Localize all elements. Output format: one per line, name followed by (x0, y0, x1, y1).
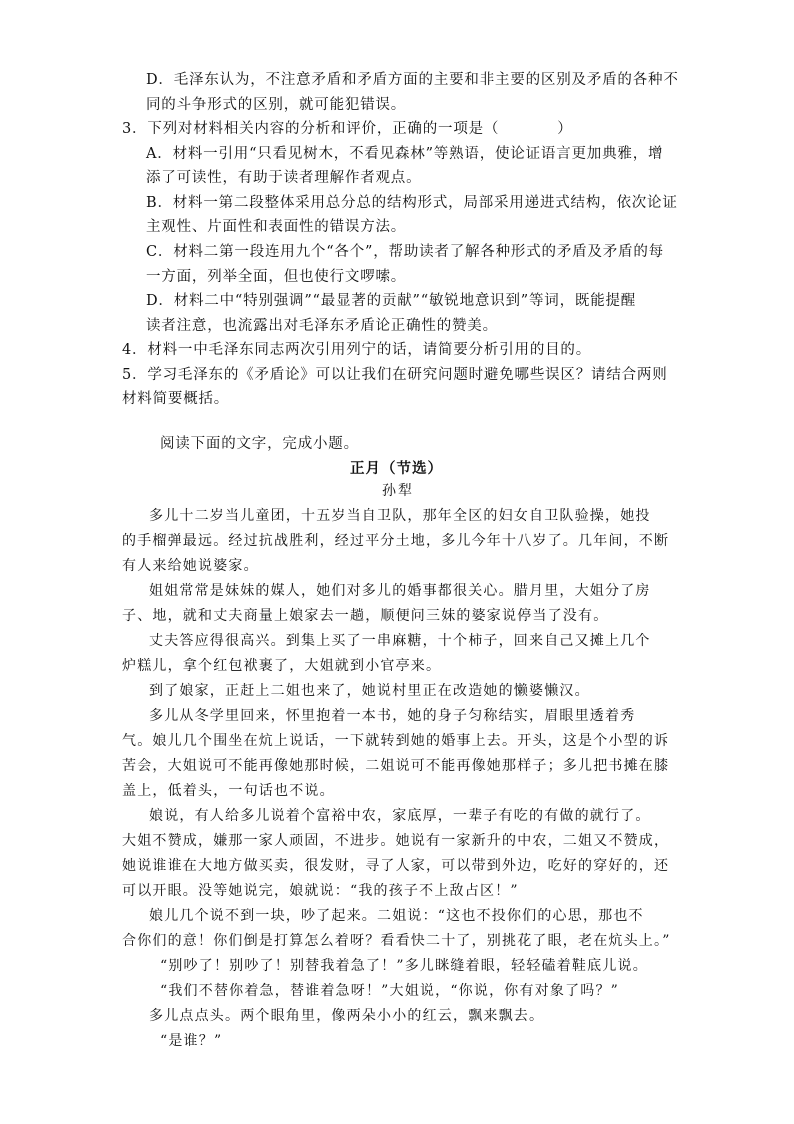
passage-line: 盖上，低着头，一句话也不说。 (122, 783, 335, 799)
passage-line: 多儿从冬学里回来，怀里抱着一本书，她的身子匀称结实，眉眼里透着秀 (149, 708, 636, 724)
q3-option-b-line2: 主观性、片面性和表面性的错误方法。 (146, 219, 407, 235)
passage-line: 气。娘儿几个围坐在炕上说话，一下就转到她的婚事上去。开头，这是个小型的诉 (122, 733, 670, 749)
passage-line: “我们不替你着急，替谁着急呀！”大姐说，“你说，你有对象了吗？” (160, 983, 620, 999)
passage-line: 多儿十二岁当儿童团，十五岁当自卫队，那年全区的妇女自卫队验操，她投 (149, 508, 651, 524)
passage-line: 苦会，大姐说可不能再像她那时候，二姐说可不能再像她那样子；多儿把书摊在膝 (122, 758, 670, 774)
q3-stem-text: 3．下列对材料相关内容的分析和评价，正确的一项是（ (122, 121, 500, 137)
q3-option-c-line1: C．材料二第一段连用九个“各个”，帮助读者了解各种形式的矛盾及矛盾的每 (146, 244, 664, 260)
passage-line: 娘儿几个说不到一块，吵了起来。二姐说：“这也不投你们的心思，那也不 (149, 908, 644, 924)
passage-line: 娘说，有人给多儿说着个富裕中农，家底厚，一辈子有吃的有做的就行了。 (149, 808, 651, 824)
q2-option-d-line1: D．毛泽东认为，不注意矛盾和矛盾方面的主要和非主要的区别及矛盾的各种不 (146, 72, 679, 88)
passage-line: 炉糕儿，拿个红包袱裹了，大姐就到小官亭来。 (122, 658, 442, 674)
passage-line: “是谁？” (160, 1033, 223, 1049)
passage-line: 多儿点点头。两个眼角里，像两朵小小的红云，飘来飘去。 (149, 1008, 545, 1024)
passage-title: 正月（节选） (350, 460, 443, 477)
passage-author: 孙犁 (382, 483, 414, 499)
q2-option-d-line2: 同的斗争形式的区别，就可能犯错误。 (146, 97, 407, 113)
passage-line: 合你们的意！你们倒是打算怎么着呀？看看快二十了，别挑花了眼，老在炕头上。” (122, 933, 671, 949)
passage-line: 丈夫答应得很高兴。到集上买了一串麻糖，十个柿子，回来自己又摊上几个 (149, 633, 651, 649)
q3-option-b-line1: B．材料一第二段整体采用总分总的结构形式，局部采用递进式结构，依次论证 (146, 195, 678, 211)
q3-option-a-line1: A．材料一引用“只看见树木，不看见森林”等熟语，使论证语言更加典雅，增 (146, 146, 664, 162)
passage-line: 有人来给她说婆家。 (122, 558, 259, 574)
passage-line: 到了娘家，正赶上二姐也来了，她说村里正在改造她的懒婆懒汉。 (149, 683, 590, 699)
q3-option-a-line2: 添了可读性，有助于读者理解作者观点。 (146, 170, 422, 186)
q3-option-c-line2: 一方面，列举全面，但也使行文啰嗦。 (146, 269, 407, 285)
q5-stem-line1: 5．学习毛泽东的《矛盾论》可以让我们在研究问题时避免哪些误区？请结合两则 (122, 367, 668, 383)
passage-line: 子、地，就和丈夫商量上娘家去一趟，顺便问三妹的婆家说停当了没有。 (122, 608, 609, 624)
q3-option-d-line2: 读者注意，也流露出对毛泽东矛盾论正确性的赞美。 (146, 318, 498, 334)
q4-stem: 4．材料一中毛泽东同志两次引用列宁的话，请简要分析引用的目的。 (122, 342, 592, 358)
passage-line: 大姐不赞成，嫌那一家人顽固，不进步。她说有一家新升的中农，二姐又不赞成， (122, 833, 670, 849)
q3-stem-close: ） (557, 121, 573, 137)
reading-instruction: 阅读下面的文字，完成小题。 (160, 436, 359, 452)
q5-stem-line2: 材料简要概括。 (122, 391, 230, 407)
passage-line: “别吵了！别吵了！别替我着急了！”多儿眯缝着眼，轻轻磕着鞋底儿说。 (160, 958, 648, 974)
passage-line: 的手榴弹最远。经过抗战胜利，经过平分土地，多儿今年十八岁了。几年间，不断 (122, 533, 670, 549)
passage-line: 姐姐常常是妹妹的媒人，她们对多儿的婚事都很关心。腊月里，大姐分了房 (149, 583, 651, 599)
passage-line: 可以开眼。没等她说完，娘就说：“我的孩子不上敌占区！” (122, 883, 519, 899)
q3-stem (122, 117, 573, 138)
q3-option-d-line1: D．材料二中“特别强调”“最显著的贡献”“敏锐地意识到”等词，既能提醒 (146, 293, 637, 309)
passage-line: 她说谁谁在大地方做买卖，很发财，寻了人家，可以带到外边，吃好的穿好的，还 (122, 858, 670, 874)
